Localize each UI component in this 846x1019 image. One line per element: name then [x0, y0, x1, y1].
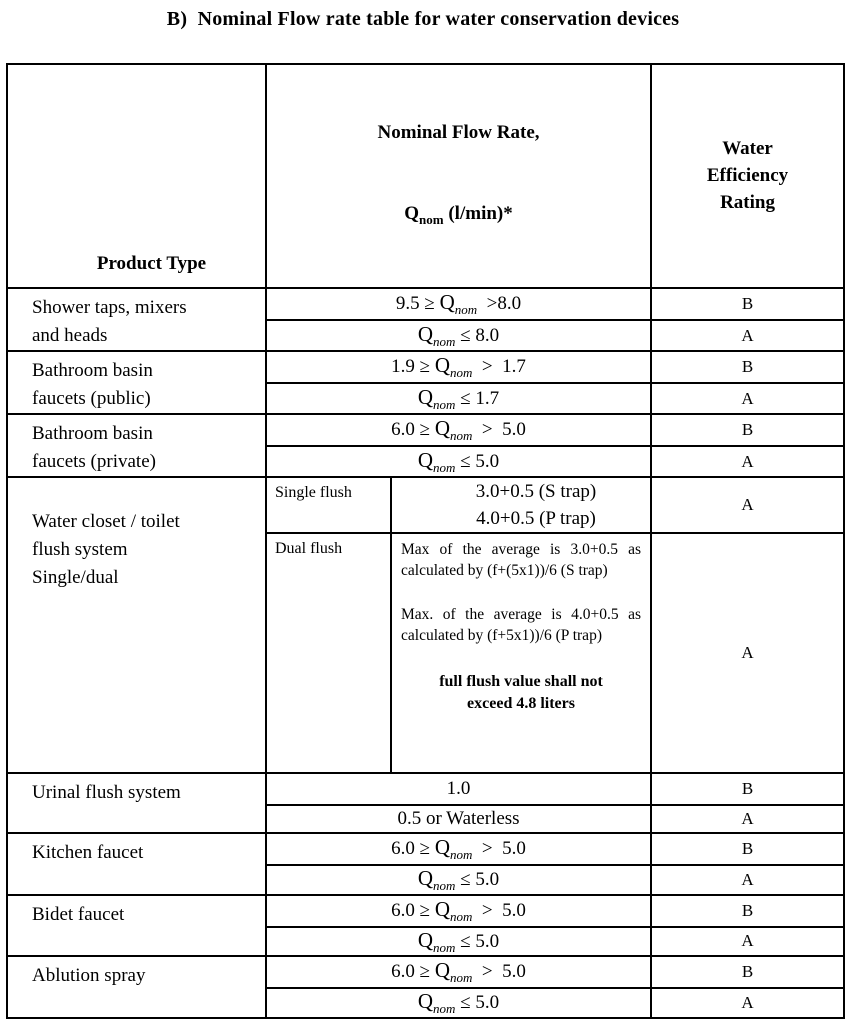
- flush-type-cell-dual: Dual flush: [266, 533, 391, 773]
- q-symbol: Q: [434, 416, 450, 441]
- flow-expression-pre: 6.0 ≥: [391, 419, 435, 441]
- flush-value-cell-single: [391, 477, 651, 533]
- product-line: Bathroom basin: [32, 359, 153, 381]
- flow-expression-pre: 9.5 ≥: [395, 293, 440, 315]
- header-flow-line1: Nominal Flow Rate,: [377, 122, 540, 143]
- product-line: Bathroom basin: [32, 422, 153, 444]
- product-line: Urinal flush system: [32, 781, 181, 803]
- header-rating-line: Rating: [720, 192, 775, 214]
- flush-value-line: 4.0+0.5 (P trap): [476, 507, 596, 529]
- flow-expression-post: ≤ 5.0: [455, 992, 500, 1014]
- rating-cell: A: [651, 446, 844, 476]
- q-subscript: nom: [433, 459, 456, 475]
- table-row: [7, 833, 844, 865]
- q-symbol: Q: [417, 865, 434, 890]
- product-cell-bidet: [7, 895, 266, 957]
- page-title: B) Nominal Flow rate table for water conservation devices: [166, 8, 680, 30]
- q-symbol: Q: [434, 834, 450, 859]
- flow-cell: [266, 288, 651, 321]
- product-cell-ablution: [7, 956, 266, 1018]
- q-subscript: nom: [433, 396, 456, 412]
- table-row: [7, 477, 844, 533]
- full-flush-note: full flush value shall not exceed 4.8 liters: [439, 672, 603, 712]
- header-rating-line: Efficiency: [706, 165, 789, 187]
- flow-expression-post: >8.0: [477, 293, 522, 315]
- header-nominal-flow-rate: [266, 64, 651, 288]
- q-symbol: Q: [417, 447, 434, 472]
- rating-cell: A: [651, 988, 844, 1018]
- flow-expression-post: ≤ 5.0: [455, 450, 500, 472]
- product-line: and heads: [32, 324, 108, 346]
- flow-cell: [266, 895, 651, 927]
- q-symbol: Q: [434, 958, 450, 983]
- q-subscript: nom: [433, 877, 456, 893]
- rating-cell: A: [651, 477, 844, 533]
- product-line: Bidet faucet: [32, 903, 125, 925]
- flow-cell: [266, 320, 651, 350]
- table-row: [7, 956, 844, 988]
- flow-expression-post: ≤ 8.0: [455, 324, 500, 346]
- q-symbol: Q: [417, 927, 434, 952]
- header-rating-line: Water: [722, 138, 773, 160]
- table-row: [7, 288, 844, 321]
- product-line: Ablution spray: [32, 965, 146, 987]
- flow-expression-pre: 6.0 ≥: [391, 961, 435, 983]
- flow-expression-post: ≤ 5.0: [455, 868, 500, 890]
- q-subscript: nom: [433, 939, 456, 955]
- rating-cell: B: [651, 895, 844, 927]
- q-subscript: nom: [419, 211, 444, 227]
- rating-cell: A: [651, 533, 844, 773]
- product-line: faucets (private): [32, 450, 156, 472]
- flow-rate-table: [6, 63, 845, 1019]
- q-symbol: Q: [404, 203, 420, 224]
- q-subscript: nom: [433, 1001, 456, 1017]
- flow-cell: [266, 988, 651, 1018]
- flush-value-line: 3.0+0.5 (S trap): [475, 480, 597, 502]
- flow-cell: [266, 956, 651, 988]
- flush-value-cell-dual: [391, 533, 651, 773]
- q-subscript: nom: [450, 908, 473, 924]
- table-row: [7, 414, 844, 447]
- rating-cell: B: [651, 351, 844, 384]
- product-cell-basin-public: [7, 351, 266, 414]
- flow-value: 1.0: [446, 777, 471, 799]
- q-subscript: nom: [454, 302, 478, 317]
- header-water-efficiency-rating: [651, 64, 844, 288]
- flow-cell: [266, 414, 651, 447]
- table-row: [7, 895, 844, 927]
- q-subscript: nom: [450, 970, 473, 986]
- q-symbol: Q: [434, 353, 450, 378]
- product-cell-water-closet: [7, 477, 266, 773]
- q-symbol: Q: [417, 321, 434, 346]
- flow-cell: [266, 805, 651, 833]
- flow-cell: [266, 833, 651, 865]
- q-symbol: Q: [434, 896, 450, 921]
- flow-cell: [266, 865, 651, 895]
- product-line: Single/dual: [32, 566, 119, 588]
- q-symbol: Q: [439, 290, 455, 315]
- flow-expression-pre: 6.0 ≥: [391, 899, 435, 921]
- header-product-type: Product Type: [7, 64, 266, 288]
- product-cell-kitchen: [7, 833, 266, 895]
- q-symbol: Q: [417, 384, 434, 409]
- q-subscript: nom: [450, 365, 473, 380]
- flow-expression-post: > 5.0: [472, 837, 526, 859]
- q-subscript: nom: [450, 428, 473, 443]
- flow-cell: [266, 351, 651, 384]
- rating-cell: A: [651, 320, 844, 350]
- product-line: Kitchen faucet: [32, 841, 144, 863]
- rating-cell: A: [651, 805, 844, 833]
- flow-value: 0.5 or Waterless: [397, 807, 520, 829]
- flow-cell: [266, 773, 651, 805]
- rating-cell: B: [651, 414, 844, 447]
- flush-type-cell-single: Single flush: [266, 477, 391, 533]
- flow-expression-post: ≤ 1.7: [455, 387, 500, 409]
- rating-cell: B: [651, 833, 844, 865]
- flow-expression-pre: 1.9 ≥: [391, 356, 435, 378]
- dual-flush-paragraph: Max. of the average is 4.0+0.5 as calculated by (f+5x1))/6 (P trap): [401, 605, 642, 645]
- rating-cell: B: [651, 288, 844, 321]
- rating-cell: A: [651, 927, 844, 957]
- header-flow-line2: [267, 200, 650, 233]
- flow-expression-post: > 5.0: [472, 961, 526, 983]
- flow-cell: [266, 383, 651, 413]
- q-subscript: nom: [433, 333, 456, 349]
- flow-unit: (l/min)*: [443, 203, 513, 224]
- product-cell-shower: [7, 288, 266, 351]
- rating-cell: A: [651, 865, 844, 895]
- product-line: Water closet / toilet: [32, 510, 180, 532]
- flow-expression-post: ≤ 5.0: [455, 930, 500, 952]
- flow-expression-post: > 5.0: [472, 899, 526, 921]
- table-row: [7, 351, 844, 384]
- flow-cell: [266, 446, 651, 476]
- q-symbol: Q: [417, 989, 434, 1014]
- flow-expression-post: > 1.7: [472, 356, 526, 378]
- product-cell-urinal: [7, 773, 266, 833]
- flow-expression-pre: 6.0 ≥: [391, 837, 435, 859]
- rating-cell: A: [651, 383, 844, 413]
- product-cell-basin-private: [7, 414, 266, 477]
- q-subscript: nom: [450, 846, 473, 862]
- rating-cell: B: [651, 773, 844, 805]
- header-row: [7, 64, 844, 288]
- table-row: [7, 773, 844, 805]
- flow-expression-post: > 5.0: [472, 419, 526, 441]
- dual-flush-paragraph: Max of the average is 3.0+0.5 as calculated by (f+(5x1))/6 (S trap): [401, 540, 642, 580]
- product-line: faucets (public): [32, 387, 151, 409]
- product-line: Shower taps, mixers: [32, 296, 187, 318]
- product-line: flush system: [32, 538, 128, 560]
- rating-cell: B: [651, 956, 844, 988]
- flow-cell: [266, 927, 651, 957]
